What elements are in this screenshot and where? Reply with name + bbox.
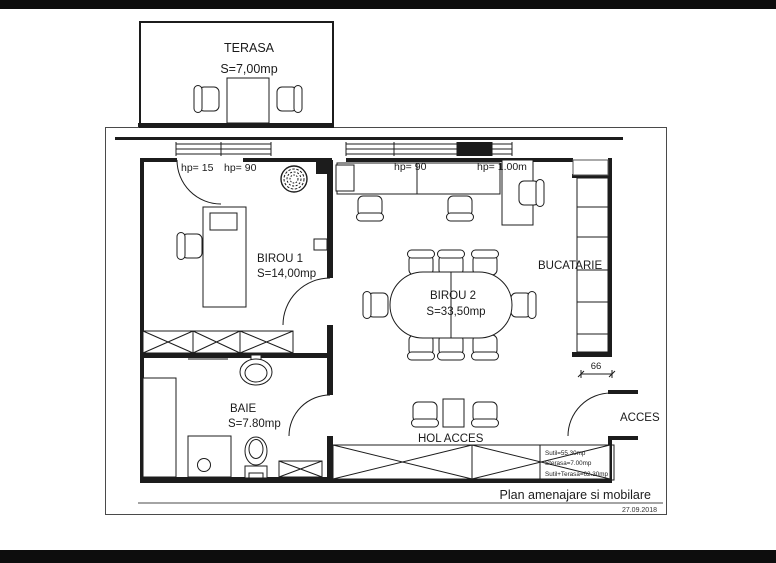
hp-label-birou1-window: hp= 90 [224, 162, 257, 174]
entry-door-arc [568, 393, 611, 436]
letterbox-top [0, 0, 776, 9]
right-wall [608, 158, 612, 355]
window-birou2 [346, 142, 457, 156]
plan-date: 27.09.2018 [621, 507, 657, 514]
chair-icon [277, 86, 302, 113]
acces-label: ACCES [620, 412, 660, 424]
baie-cabinet [279, 461, 322, 477]
hol-acces-label: HOL ACCES [418, 433, 484, 445]
chair-icon [447, 196, 474, 221]
bucatarie-label: BUCATARIE [538, 260, 603, 272]
birou2-label: BIROU 2 [429, 290, 477, 302]
dimension-66-label: 66 [590, 361, 602, 372]
birou2-area: S=33,50mp [426, 306, 486, 318]
birou1-cabinet [143, 331, 293, 353]
chair-icon [357, 196, 384, 221]
entry-door-jamb [608, 390, 638, 394]
chair-icon [472, 250, 499, 275]
hol-table [443, 399, 464, 427]
area-summary-line1: Sutil=55.30mp [545, 450, 586, 457]
chair-icon [408, 250, 435, 275]
wall-box [314, 239, 327, 250]
birou1-label: BIROU 1 [257, 253, 304, 265]
baie-closet [143, 378, 176, 477]
terasa-bottom-wall [138, 123, 334, 127]
birou1-area: S=14,00mp [257, 268, 317, 280]
terasa-area: S=7,00mp [220, 62, 278, 76]
entry-door-jamb [608, 436, 638, 440]
chair-icon [363, 292, 388, 319]
wall-pillar [457, 142, 492, 156]
chair-icon [438, 250, 465, 275]
kitchen-corner-cabinet [573, 160, 608, 175]
monitor-icon [210, 213, 237, 230]
chair-icon [412, 402, 439, 427]
window-birou1 [176, 142, 271, 156]
chair-icon [408, 335, 435, 360]
area-summary-line3: Sutil+Terasa=62.30mp [545, 471, 609, 478]
chair-icon [511, 292, 536, 319]
hp-label-bucatarie-window: hp= 1.00m [477, 161, 527, 173]
area-summary-line2: Sterasa=7.00mp [545, 460, 592, 467]
hp-label-birou2-window: hp= 90 [394, 161, 427, 173]
terasa-table [227, 78, 269, 123]
shower-icon [188, 436, 231, 477]
baie-furniture [143, 355, 322, 478]
window-bucatarie [492, 142, 512, 156]
chair-icon [438, 335, 465, 360]
dimension-66 [578, 361, 615, 378]
whiteboard [336, 165, 354, 191]
central-wall [327, 325, 333, 395]
chair-icon [177, 233, 202, 260]
toilet-icon [245, 437, 267, 478]
central-wall [327, 160, 333, 278]
title-block [138, 488, 663, 514]
chair-icon [194, 86, 219, 113]
central-wall [327, 436, 333, 483]
birou2-furniture [336, 160, 544, 360]
plan-title: Plan amenajare si mobilare [499, 488, 651, 502]
baie-label: BAIE [230, 403, 257, 415]
sink-icon [240, 355, 272, 385]
plant-icon [281, 166, 307, 192]
hp-label-terasa-door: hp= 15 [181, 162, 214, 174]
baie-door-arc [289, 395, 330, 436]
letterbox-bottom [0, 550, 776, 563]
terasa-label: TERASA [223, 41, 275, 55]
chair-icon [472, 335, 499, 360]
birou1-baie-wall [140, 353, 327, 358]
birou1-door-arc [283, 278, 330, 325]
chair-icon [519, 180, 544, 207]
baie-area: S=7.80mp [228, 418, 281, 430]
terasa-room [138, 22, 334, 127]
chair-icon [472, 402, 499, 427]
